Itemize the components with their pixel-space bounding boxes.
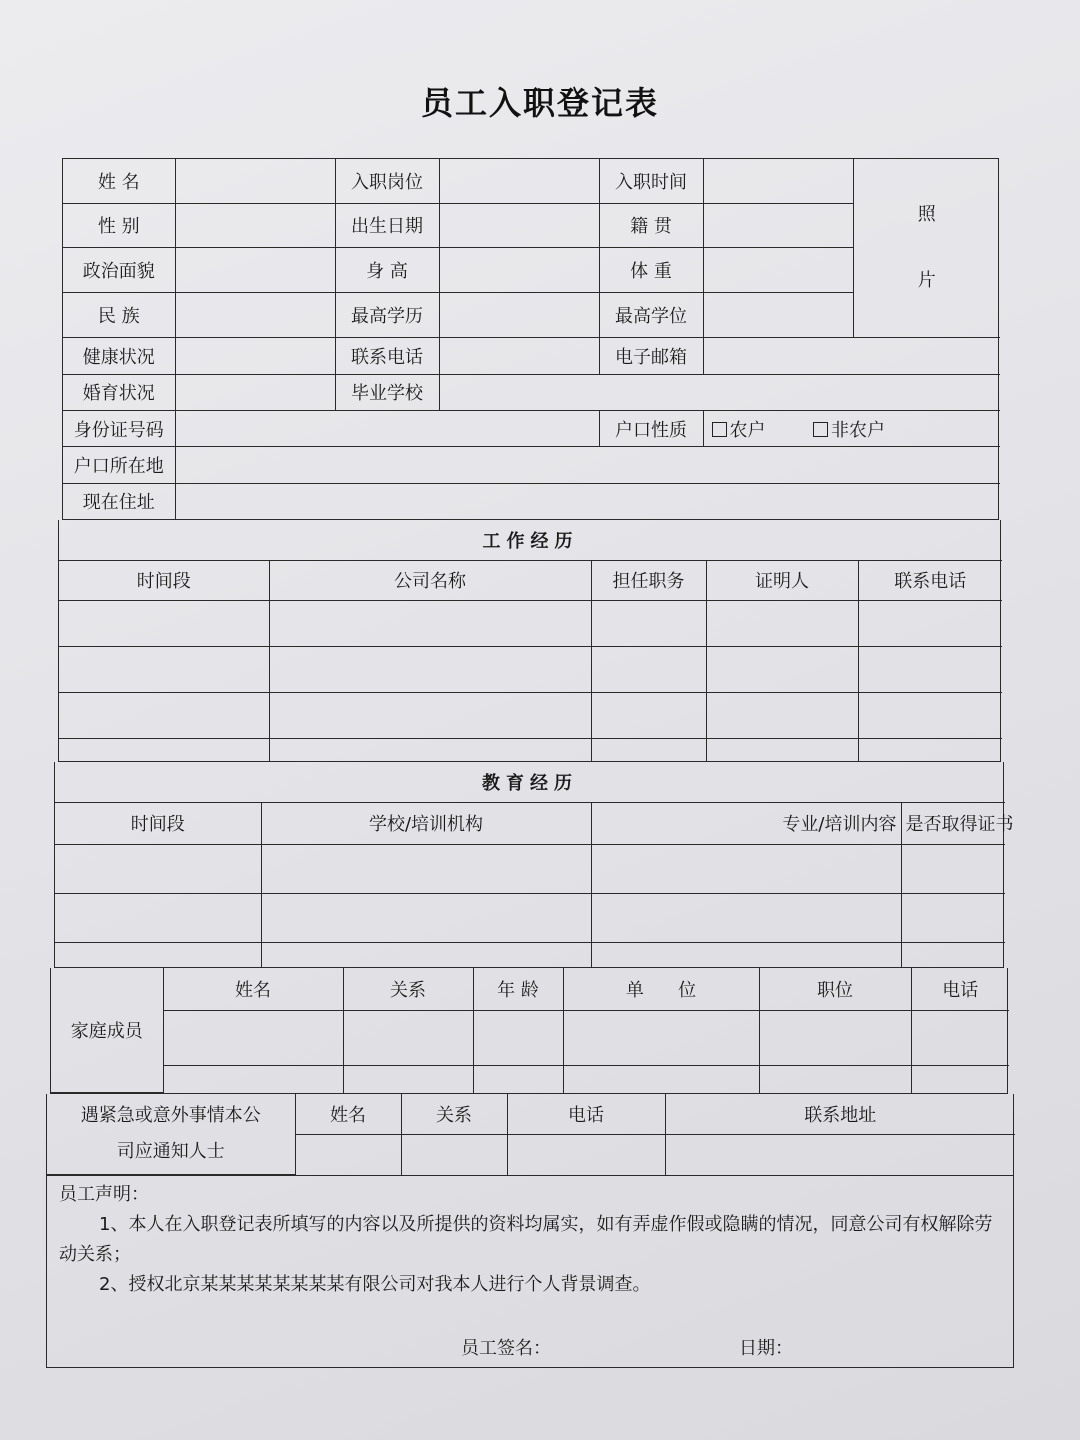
id-number-value[interactable] — [175, 410, 599, 446]
agri-checkbox[interactable] — [712, 422, 727, 437]
emergency-label — [47, 1094, 295, 1175]
family-cell[interactable] — [759, 1010, 911, 1065]
emergency-col-phone: 电话 — [507, 1094, 665, 1134]
name-label: 姓 名 — [63, 159, 175, 203]
emergency-cell[interactable] — [665, 1134, 1015, 1175]
hukou-place-label: 户口所在地 — [63, 447, 175, 483]
edu-cell[interactable] — [55, 942, 261, 967]
declaration-box — [46, 1176, 1014, 1368]
work-cell[interactable] — [591, 600, 706, 646]
gender-label: 性 别 — [63, 203, 175, 248]
phone-value[interactable] — [439, 338, 599, 374]
emergency-cell[interactable] — [401, 1134, 507, 1175]
declaration-item-1: 1、本人在入职登记表所填写的内容以及所提供的资料均属实，如有弄虚作假或隐瞒的情况，同意公司有权解除劳动关系； — [59, 1214, 993, 1265]
emergency-cell[interactable] — [507, 1134, 665, 1175]
family-cell[interactable] — [911, 1010, 1009, 1065]
table-row — [55, 942, 1005, 967]
position-value[interactable] — [439, 159, 599, 203]
family-col-age: 年 龄 — [473, 968, 563, 1010]
work-col-company: 公司名称 — [269, 560, 591, 600]
height-value[interactable] — [439, 248, 599, 293]
family-cell[interactable] — [563, 1065, 759, 1093]
family-cell[interactable] — [473, 1065, 563, 1093]
work-cell[interactable] — [59, 600, 269, 646]
work-cell[interactable] — [59, 646, 269, 692]
family-col-phone: 电话 — [911, 968, 1009, 1010]
family-col-name: 姓名 — [163, 968, 343, 1010]
family-cell[interactable] — [343, 1010, 473, 1065]
degree-label: 最高学位 — [599, 293, 703, 338]
edu-cell[interactable] — [261, 893, 591, 942]
education-value[interactable] — [439, 293, 599, 338]
work-col-role: 担任职务 — [591, 560, 706, 600]
emergency-col-relation: 关系 — [401, 1094, 507, 1134]
weight-label: 体 重 — [599, 248, 703, 293]
table-row — [51, 1065, 1009, 1093]
hukou-type-label: 户口性质 — [599, 410, 703, 446]
hukou-type-options — [703, 410, 1000, 446]
work-col-reference: 证明人 — [706, 560, 858, 600]
family-cell[interactable] — [163, 1010, 343, 1065]
work-cell[interactable] — [858, 600, 1002, 646]
basic-info-table — [62, 158, 999, 520]
native-label: 籍 贯 — [599, 203, 703, 248]
work-experience-table — [58, 520, 1001, 762]
family-cell[interactable] — [759, 1065, 911, 1093]
degree-value[interactable] — [703, 293, 853, 338]
family-col-relation: 关系 — [343, 968, 473, 1010]
table-row — [59, 692, 1002, 738]
edu-col-period: 时间段 — [55, 802, 261, 844]
work-cell[interactable] — [591, 646, 706, 692]
family-cell[interactable] — [343, 1065, 473, 1093]
family-col-position: 职位 — [759, 968, 911, 1010]
gender-value[interactable] — [175, 203, 335, 248]
edu-col-certificate: 是否取得证书 — [901, 802, 1005, 844]
date-label: 日期： — [739, 1338, 793, 1359]
name-value[interactable] — [175, 159, 335, 203]
marital-label: 婚育状况 — [63, 374, 175, 410]
work-cell[interactable] — [706, 738, 858, 761]
work-cell[interactable] — [858, 738, 1002, 761]
school-label: 毕业学校 — [335, 374, 439, 410]
work-col-period: 时间段 — [59, 560, 269, 600]
family-cell[interactable] — [911, 1065, 1009, 1093]
email-label: 电子邮箱 — [599, 338, 703, 374]
emergency-label-line2: 司应通知人士 — [116, 1141, 225, 1162]
edu-cell[interactable] — [591, 893, 901, 942]
edu-col-major: 专业/培训内容 — [591, 802, 901, 844]
emergency-col-address: 联系地址 — [665, 1094, 1015, 1134]
edu-cell[interactable] — [261, 844, 591, 893]
nonagri-checkbox[interactable] — [813, 422, 828, 437]
table-row — [59, 600, 1002, 646]
entry-time-value[interactable] — [703, 159, 853, 203]
table-row — [55, 844, 1005, 893]
photo-box[interactable] — [853, 159, 1000, 338]
work-cell[interactable] — [591, 738, 706, 761]
table-row — [59, 738, 1002, 761]
work-cell[interactable] — [858, 692, 1002, 738]
photo-label-top: 照 — [917, 204, 936, 226]
weight-value[interactable] — [703, 248, 853, 293]
emergency-label-line1: 遇紧急或意外事情本公 — [80, 1105, 261, 1126]
work-cell[interactable] — [59, 738, 269, 761]
address-label: 现在住址 — [63, 483, 175, 519]
photo-label-bottom: 片 — [917, 270, 936, 292]
marital-value[interactable] — [175, 374, 335, 410]
declaration-item-2: 2、授权北京某某某某某某某某有限公司对我本人进行个人背景调查。 — [99, 1274, 651, 1295]
table-row — [51, 1010, 1009, 1065]
entry-time-label: 入职时间 — [599, 159, 703, 203]
work-col-phone: 联系电话 — [858, 560, 1002, 600]
nonagri-option-label: 非农户 — [830, 419, 885, 441]
edu-cell[interactable] — [901, 844, 1005, 893]
edu-cell[interactable] — [591, 942, 901, 967]
ethnicity-label: 民 族 — [63, 293, 175, 338]
height-label: 身 高 — [335, 248, 439, 293]
political-value[interactable] — [175, 248, 335, 293]
table-row — [59, 646, 1002, 692]
education-table — [54, 762, 1014, 968]
work-cell[interactable] — [269, 692, 591, 738]
health-label: 健康状况 — [63, 338, 175, 374]
email-value[interactable] — [703, 338, 1000, 374]
edu-cell[interactable] — [55, 893, 261, 942]
declaration-title: 员工声明： — [59, 1184, 149, 1205]
work-cell[interactable] — [269, 738, 591, 761]
education-label: 最高学历 — [335, 293, 439, 338]
work-cell[interactable] — [591, 692, 706, 738]
school-value[interactable] — [439, 374, 1000, 410]
family-label: 家庭成员 — [51, 968, 163, 1093]
work-cell[interactable] — [706, 600, 858, 646]
family-table — [50, 968, 1008, 1094]
table-row — [55, 893, 1005, 942]
family-cell[interactable] — [163, 1065, 343, 1093]
birth-value[interactable] — [439, 203, 599, 248]
position-label: 入职岗位 — [335, 159, 439, 203]
work-cell[interactable] — [59, 692, 269, 738]
family-cell[interactable] — [473, 1010, 563, 1065]
work-cell[interactable] — [269, 646, 591, 692]
work-cell[interactable] — [858, 646, 1002, 692]
phone-label: 联系电话 — [335, 338, 439, 374]
ethnicity-value[interactable] — [175, 293, 335, 338]
edu-cell[interactable] — [901, 942, 1005, 967]
agri-option-label: 农户 — [729, 419, 766, 441]
work-cell[interactable] — [269, 600, 591, 646]
family-col-employer: 单 位 — [563, 968, 759, 1010]
form-title: 员工入职登记表 — [420, 84, 659, 122]
emergency-cell[interactable] — [295, 1134, 401, 1175]
address-value[interactable] — [175, 483, 1000, 519]
edu-cell[interactable] — [55, 844, 261, 893]
work-cell[interactable] — [706, 646, 858, 692]
health-value[interactable] — [175, 338, 335, 374]
political-label: 政治面貌 — [63, 248, 175, 293]
id-number-label: 身份证号码 — [63, 410, 175, 446]
education-section-header: 教育经历 — [55, 762, 1005, 802]
work-cell[interactable] — [706, 692, 858, 738]
native-value[interactable] — [703, 203, 853, 248]
edu-col-school: 学校/培训机构 — [261, 802, 591, 844]
birth-label: 出生日期 — [335, 203, 439, 248]
emergency-contact-table — [46, 1094, 1014, 1176]
hukou-place-value[interactable] — [175, 447, 1000, 483]
edu-cell[interactable] — [261, 942, 591, 967]
signature-label: 员工签名： — [461, 1338, 551, 1359]
family-cell[interactable] — [563, 1010, 759, 1065]
emergency-col-name: 姓名 — [295, 1094, 401, 1134]
work-section-header: 工作经历 — [59, 520, 1002, 560]
edu-cell[interactable] — [591, 844, 901, 893]
edu-cell[interactable] — [901, 893, 1005, 942]
